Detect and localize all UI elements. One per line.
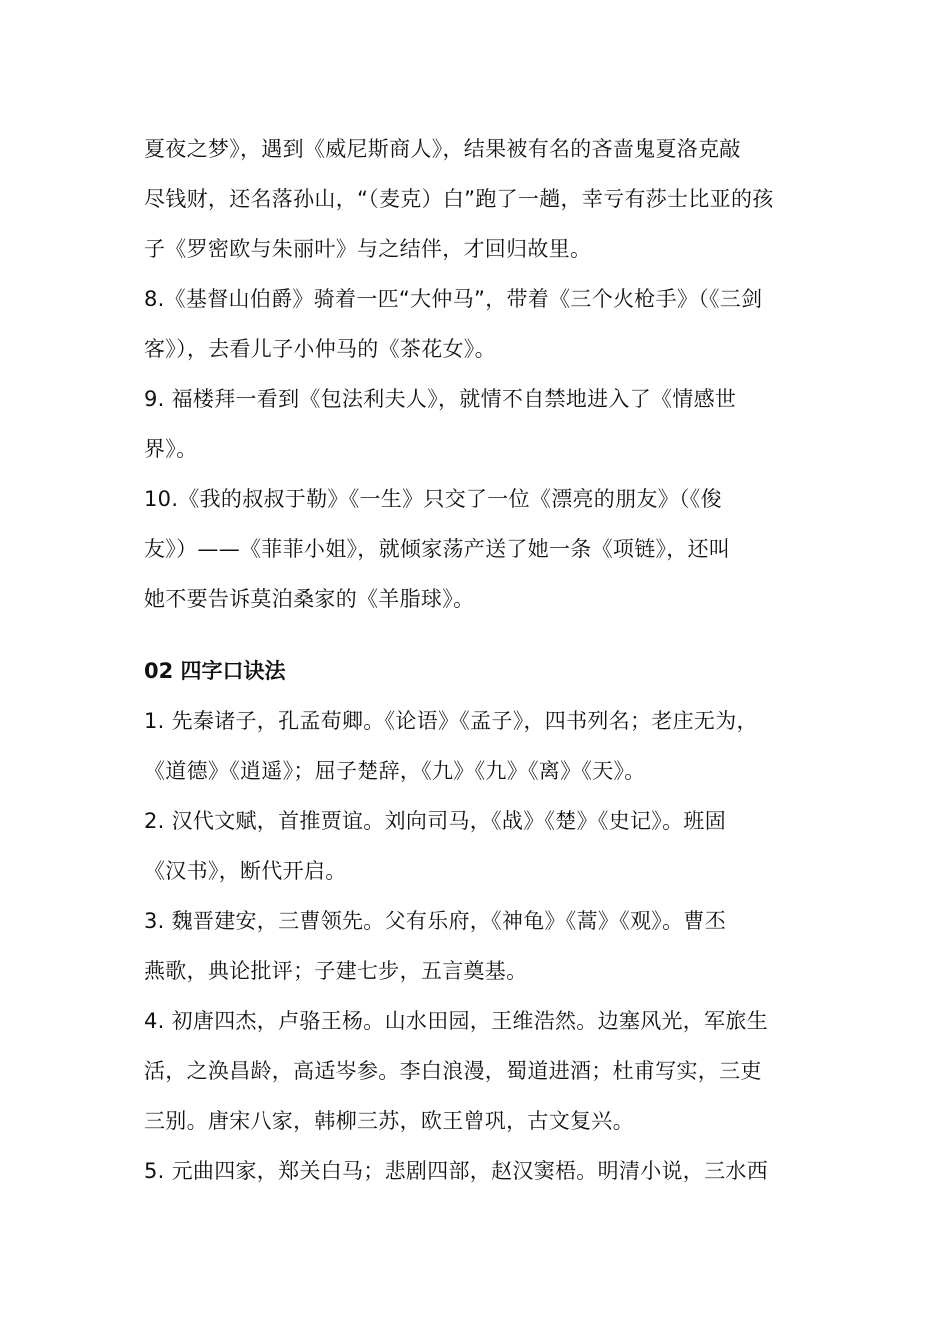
- text-line: 子《罗密欧与朱丽叶》与之结伴，才回归故里。: [144, 237, 592, 261]
- text-line: 界》。: [144, 437, 198, 461]
- text-line: 10.《我的叔叔于勒》《一生》只交了一位《漂亮的朋友》（《俊: [144, 487, 722, 511]
- document-page: [144, 124, 844, 1196]
- text-line: 8.《基督山伯爵》骑着一匹“大仲马”，带着《三个火枪手》（《三剑: [144, 287, 763, 311]
- text-line: 夏夜之梦》，遇到《威尼斯商人》，结果被有名的吝啬鬼夏洛克敲: [144, 137, 741, 161]
- text-line: 燕歌，典论批评；子建七步，五言奠基。: [144, 959, 528, 983]
- text-line: 3. 魏晋建安，三曹领先。父有乐府，《神龟》《蒿》《观》。曹丕: [144, 909, 727, 933]
- text-line: 9. 福楼拜一看到《包法利夫人》，就情不自禁地进入了《情感世: [144, 387, 737, 411]
- text-line: 2. 汉代文赋，首推贾谊。刘向司马，《战》《楚》《史记》。班固: [144, 809, 727, 833]
- text-line: 4. 初唐四杰，卢骆王杨。山水田园，王维浩然。边塞风光，军旅生: [144, 1009, 769, 1033]
- text-line: 5. 元曲四家，郑关白马；悲剧四部，赵汉窦梧。明清小说，三水西: [144, 1159, 769, 1183]
- text-line: 客》），去看儿子小仲马的《茶花女》。: [144, 337, 496, 361]
- text-line: 1. 先秦诸子，孔孟荀卿。《论语》《孟子》，四书列名；老庄无为，: [144, 709, 758, 733]
- text-line: 三别。唐宋八家，韩柳三苏，欧王曾巩，古文复兴。: [144, 1109, 634, 1133]
- text-line: 她不要告诉莫泊桑家的《羊脂球》。: [144, 587, 475, 611]
- section-heading: 02 四字口诀法: [144, 659, 286, 683]
- text-line: 活，之涣昌龄，高适岑参。李白浪漫，蜀道进酒；杜甫写实，三吏: [144, 1059, 762, 1083]
- text-line: 《汉书》，断代开启。: [144, 859, 347, 883]
- text-line: 《道德》《逍遥》；屈子楚辞，《九》《九》《离》《天》。: [144, 759, 646, 783]
- text-line: 友》）——《菲菲小姐》，就倾家荡产送了她一条《项链》，还叫: [144, 537, 731, 561]
- text-line: 尽钱财，还名落孙山，“（麦克）白”跑了一趟，幸亏有莎士比亚的孩: [144, 187, 774, 211]
- section-foreign-literature: [144, 124, 844, 624]
- section-four-character-mnemonic: [144, 646, 844, 1196]
